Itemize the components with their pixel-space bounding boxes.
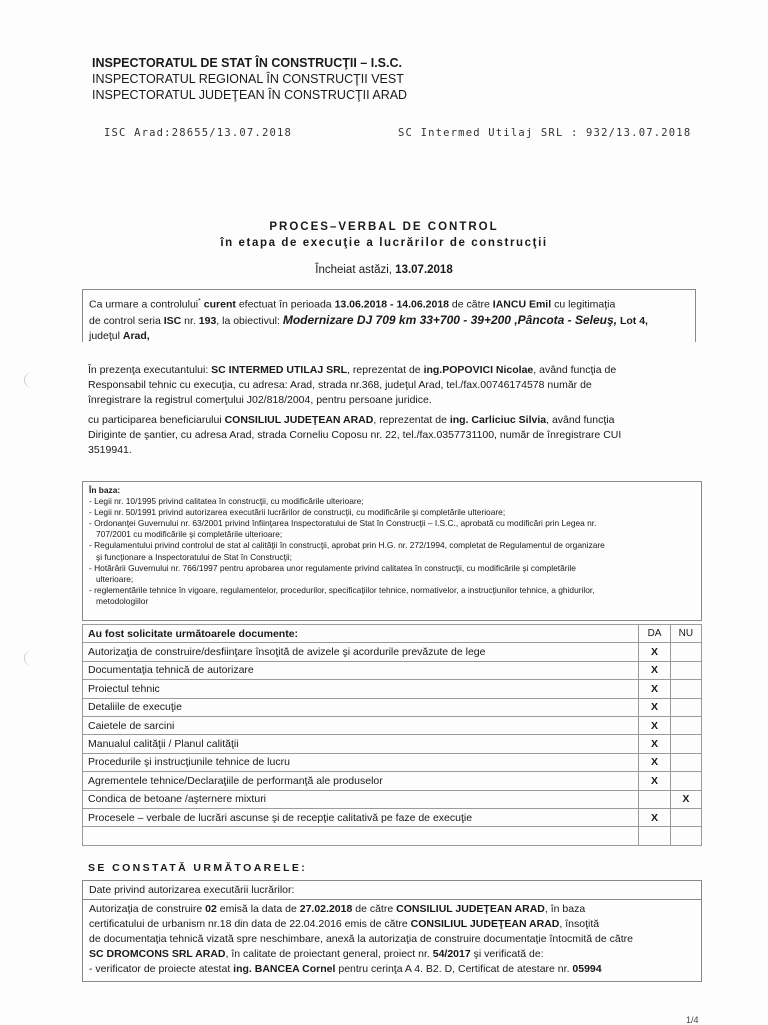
executor-text: În prezenţa executantului: xyxy=(88,364,209,376)
table-row xyxy=(83,808,702,826)
legal-basis-item: - Legii nr. 10/1995 privind calitatea în construcţii, cu modificările ulterioare; xyxy=(89,496,364,507)
column-da: DA xyxy=(639,625,670,643)
document-label: Agrementele tehnice/Declaraţiile de performanţă ale produselor xyxy=(83,772,639,790)
nu-mark xyxy=(670,772,701,790)
nu-mark xyxy=(670,680,701,698)
auth-date: 27.02.2018 xyxy=(299,903,353,915)
documents-header-row xyxy=(83,625,702,643)
auth-number: 02 xyxy=(205,903,217,915)
executor-name: SC INTERMED UTILAJ SRL xyxy=(211,364,348,376)
legal-basis-list xyxy=(89,496,695,607)
date-value: 13.07.2018 xyxy=(395,264,453,276)
beneficiary-representative: ing. Carliciuc Silvia xyxy=(449,414,547,426)
certificate-number: 05994 xyxy=(572,963,602,975)
objective-lot: Lot 4, xyxy=(619,314,648,327)
header xyxy=(92,55,407,103)
control-type: curent xyxy=(203,298,236,311)
da-mark: X xyxy=(639,698,670,716)
document-label: Autorizaţia de construire/desfiinţare însoţită de avizele şi acordurile prevăzute de lege xyxy=(83,643,639,661)
nu-mark xyxy=(670,716,701,734)
legal-basis-item: ulterioare; xyxy=(96,573,134,584)
table-row xyxy=(83,790,702,808)
document-label: Procesele – verbale de lucrări ascunse şi de recepţie calitativă pe faze de execuţie xyxy=(83,808,639,826)
page-number: 1/4 xyxy=(686,1015,699,1025)
auth-text: pentru cerinţa A 4. B2. D, Certificat de atestare nr. xyxy=(338,963,570,975)
intro-text: Ca urmare a controlului xyxy=(89,298,199,311)
auth-text: - verificator de proiecte atestat xyxy=(89,963,231,975)
authorization-paragraph xyxy=(82,900,702,982)
da-mark: X xyxy=(639,753,670,771)
legal-basis-item: - Ordonanţei Guvernului nr. 63/2001 privind înfiinţarea Inspectoratului de Stat în Construcţii – I.S.C., aprobată cu modificări prin Legea nr. xyxy=(89,518,597,529)
legal-basis-item: şi funcţionare a Inspectoratului de Stat în Construcţii; xyxy=(96,551,292,562)
document-label: Manualul calităţii / Planul calităţii xyxy=(83,735,639,753)
findings-subheading xyxy=(82,880,702,900)
beneficiary-text: , reprezentat de xyxy=(373,414,447,426)
nu-mark xyxy=(670,753,701,771)
project-number: 54/2017 xyxy=(432,948,471,960)
contractor-reference: SC Intermed Utilaj SRL : 932/13.07.2018 xyxy=(398,127,692,139)
legal-basis-item: - Hotărârii Guvernului nr. 766/1997 pentru aprobarea unor regulamente privind calitatea în construcţii, cu modificările şi completările xyxy=(89,562,576,573)
card-number: 193 xyxy=(198,314,217,327)
intro-text: nr. xyxy=(184,314,196,327)
card-series: ISC xyxy=(163,314,182,327)
da-mark xyxy=(639,790,670,808)
auth-text: de către xyxy=(355,903,394,915)
nu-mark xyxy=(670,735,701,753)
scan-mark xyxy=(24,650,33,666)
executor-representative: ing.POPOVICI Nicolae xyxy=(423,364,534,376)
inspector-name: IANCU Emil xyxy=(492,298,552,311)
header-line-3: INSPECTORATUL JUDEŢEAN ÎN CONSTRUCŢII ARAD xyxy=(92,88,408,102)
document-label: Caietele de sarcini xyxy=(83,716,639,734)
legal-basis-item: - Regulamentului privind controlul de stat al calităţii în construcţii, aprobat prin H.G. nr. 272/1994, completat de Regulamentul de organizare xyxy=(89,540,605,551)
header-line-2: INSPECTORATUL REGIONAL ÎN CONSTRUCŢII VEST xyxy=(92,72,404,86)
da-mark: X xyxy=(639,808,670,826)
nu-mark xyxy=(670,808,701,826)
table-row xyxy=(83,680,702,698)
intro-text: , la obiectivul: xyxy=(216,314,280,327)
designer-name: SC DROMCONS SRL ARAD xyxy=(89,948,226,960)
document-date xyxy=(0,264,768,276)
auth-issuer: CONSILIUL JUDEŢEAN ARAD xyxy=(396,903,545,915)
da-mark: X xyxy=(639,772,670,790)
document-title: PROCES–VERBAL DE CONTROL xyxy=(269,221,499,233)
legal-basis-box xyxy=(82,481,702,621)
executor-text: , având funcţia de xyxy=(533,364,617,376)
document-label: Proiectul tehnic xyxy=(83,680,639,698)
da-mark: X xyxy=(639,643,670,661)
intro-text: efectuat în perioada xyxy=(238,298,332,311)
intro-paragraph xyxy=(82,289,696,342)
nu-mark xyxy=(670,661,701,679)
table-row xyxy=(83,772,702,790)
document-label: Documentaţia tehnică de autorizare xyxy=(83,661,639,679)
header-line-1: INSPECTORATUL DE STAT ÎN CONSTRUCŢII – I.S.C. xyxy=(92,56,402,70)
auth-text: certificatului de urbanism nr.18 din data de 22.04.2016 emis de către xyxy=(89,918,408,930)
da-mark: X xyxy=(639,661,670,679)
auth-text: emisă la data de xyxy=(219,903,297,915)
legal-basis-heading: În baza: xyxy=(89,485,121,495)
nu-mark xyxy=(670,698,701,716)
executor-paragraph xyxy=(88,363,698,408)
findings-subheading-text: Date privind autorizarea executării lucrărilor: xyxy=(89,884,295,896)
da-mark: X xyxy=(639,735,670,753)
urbanism-issuer: CONSILIUL JUDEŢEAN ARAD xyxy=(410,918,560,930)
beneficiary-name: CONSILIUL JUDEŢEAN ARAD xyxy=(224,414,374,426)
table-row xyxy=(83,735,702,753)
da-mark xyxy=(639,827,670,845)
auth-text: şi verificată de: xyxy=(473,948,544,960)
document-subtitle: în etapa de execuţie a lucrărilor de construcţii xyxy=(220,237,548,249)
nu-mark: X xyxy=(670,790,701,808)
verifier-name: ing. BANCEA Cornel xyxy=(233,963,336,975)
table-row xyxy=(83,716,702,734)
table-row xyxy=(83,643,702,661)
document-label: Condica de betoane /aşternere mixturi xyxy=(83,790,639,808)
intro-text: cu legitimaţia xyxy=(554,298,616,311)
date-prefix: Încheiat astăzi, xyxy=(315,264,392,276)
da-mark: X xyxy=(639,716,670,734)
executor-text: Responsabil tehnic cu execuţia, cu adresa: Arad, strada nr.368, judeţul Arad, tel./fax.00746174578 număr de xyxy=(88,379,592,391)
intro-text: de control seria xyxy=(89,314,161,327)
nu-mark xyxy=(670,643,701,661)
table-row xyxy=(83,661,702,679)
table-row xyxy=(83,753,702,771)
document-label: Procedurile şi instrucţiunile tehnice de lucru xyxy=(83,753,639,771)
auth-text: de documentaţia tehnică vizată spre neschimbare, anexă la autorizaţia de construire documentaţie întocmită de către xyxy=(89,933,633,945)
findings-heading: SE CONSTATĂ URMĂTOARELE: xyxy=(88,862,308,874)
beneficiary-text: , având funcţia xyxy=(546,414,615,426)
objective-county: Arad, xyxy=(122,329,150,342)
objective-name: Modernizare DJ 709 km 33+700 - 39+200 ,Pâncota - Seleuş, xyxy=(282,312,618,327)
document-label: Detaliile de execuţie xyxy=(83,698,639,716)
control-period: 13.06.2018 - 14.06.2018 xyxy=(334,298,449,311)
table-row xyxy=(83,827,702,845)
footnote-mark: * xyxy=(198,298,201,305)
document-label xyxy=(83,827,639,845)
beneficiary-text: 3519941. xyxy=(88,444,132,456)
auth-text: , în calitate de proiectant general, proiect nr. xyxy=(225,948,430,960)
documents-heading: Au fost solicitate următoarele documente: xyxy=(83,625,639,643)
legal-basis-item: metodologiilor xyxy=(96,595,149,606)
column-nu: NU xyxy=(670,625,701,643)
legal-basis-item: - Legii nr. 50/1991 privind autorizarea executării lucrărilor de construcţii, cu modificările şi completările ulterioare; xyxy=(89,507,506,518)
executor-text: , reprezentat de xyxy=(347,364,421,376)
isc-reference: ISC Arad:28655/13.07.2018 xyxy=(104,127,293,139)
intro-text: judeţul xyxy=(89,329,120,342)
auth-text: Autorizaţia de construire xyxy=(89,903,203,915)
scan-mark xyxy=(24,372,33,388)
documents-table xyxy=(82,624,702,846)
legal-basis-item: 707/2001 cu modificările şi completările ulterioare; xyxy=(96,529,283,540)
da-mark: X xyxy=(639,680,670,698)
intro-text: de către xyxy=(451,298,490,311)
nu-mark xyxy=(670,827,701,845)
auth-text: , în baza xyxy=(544,903,586,915)
auth-text: , însoţită xyxy=(559,918,600,930)
beneficiary-text: cu participarea beneficiarului xyxy=(88,414,222,426)
table-row xyxy=(83,698,702,716)
legal-basis-item: - reglementările tehnice în vigoare, regulamentelor, procedurilor, specificaţiilor tehnice, normativelor, a instrucţiunilor tehnice, a ghidurilor, xyxy=(89,584,595,595)
beneficiary-text: Diriginte de şantier, cu adresa Arad, strada Corneliu Coposu nr. 22, tel./fax.0357731100, număr de înregistrare CUI xyxy=(88,429,622,441)
beneficiary-paragraph xyxy=(88,413,708,458)
executor-text: înregistrare la registrul comerţului J02/818/2004, pentru persoane juridice. xyxy=(88,394,432,406)
